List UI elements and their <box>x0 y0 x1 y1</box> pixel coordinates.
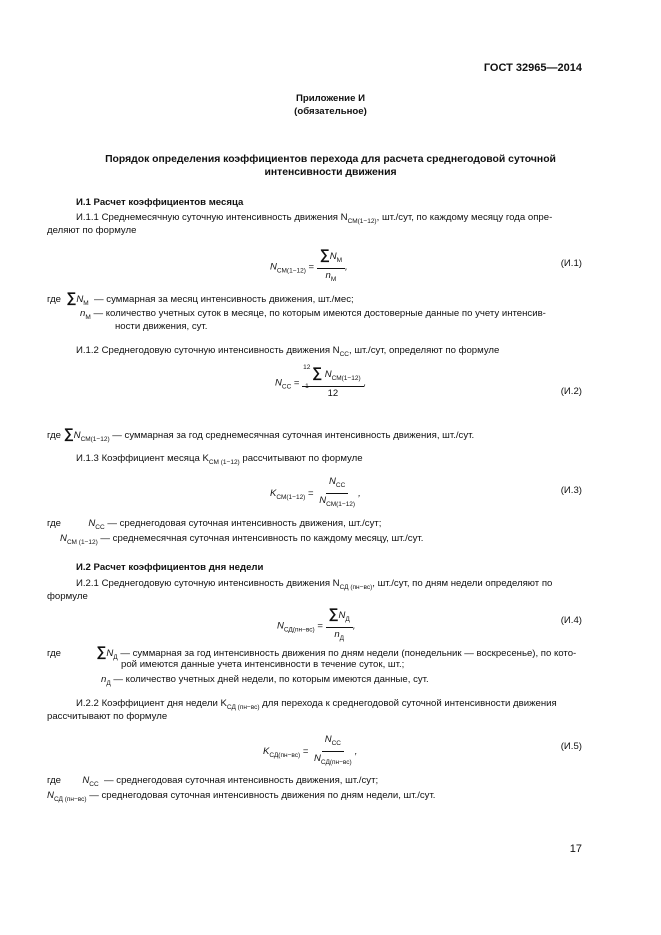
formula-i2: $N_{СС}$ = 12 ∑ 1 $N_{СМ(1-12)}$ 12 , <box>275 364 367 399</box>
formula-number-i1: (И.1) <box>560 258 582 269</box>
formula-number-i2: (И.2) <box>560 386 582 397</box>
formula-i4: $N_{СД(пн-вс)}$ = $\frac{\sum N_Д}{n_Д}$ , <box>277 605 356 642</box>
paragraph-2-2-1-cont: формуле <box>47 591 88 602</box>
paragraph-1-1-3: И.1.3 Коэффициент месяца $K_{СМ (1-12)}$ рассчитывают по формуле <box>76 453 363 466</box>
formula-i3: $K_{СМ(1-12)}$ = $\frac{N_{СС}}{N_{СМ(1-12)}}$ , <box>270 476 361 508</box>
formula-number-i5: (И.5) <box>560 741 582 752</box>
where-item-avg-month: $N_{СМ (1-12)}$ — среднемесячная суточная интенсивность по каждому месяцу, шт./сут. <box>60 533 424 546</box>
where-item-days-month-cont: ности движения, сут. <box>115 321 208 332</box>
page-number: 17 <box>569 843 582 855</box>
paragraph-2-2-2-cont: рассчитывают по формуле <box>47 711 168 722</box>
where-item-avg-year: где $N_{СС}$ — среднегодовая суточная интенсивность движения, шт./сут; <box>47 518 382 531</box>
appendix-status: (обязательное) <box>294 106 367 117</box>
appendix-heading-line1: Порядок определения коэффициентов перехода для расчета среднегодовой суточной <box>105 154 556 165</box>
where-item-avg-weekday: $N_{СД (пн-вс)}$ — среднегодовая суточная интенсивность движения по дням недели, шт./сут. <box>47 790 436 803</box>
paragraph-2-2-2: И.2.2 Коэффициент дня недели $K_{СД (пн-вс)}$ для перехода к среднегодовой суточной интенсивности движения <box>76 698 557 711</box>
where-item-sum-days: где $\sum N_Д$ — суммарная за год интенсивность движения по дням недели (понедельник — воскресенье), по кото- <box>47 643 577 661</box>
formula-number-i3: (И.3) <box>560 485 582 496</box>
formula-i5: $K_{СД(пн-вс)}$ = $\frac{N_{СС}}{N_{СД(пн-вс)}}$ , <box>263 734 358 766</box>
where-item-days-month: $n_М$ — количество учетных суток в месяце, по которым имеются достоверные данные по учету интенсив- <box>80 308 546 321</box>
where-item-sum-days-cont: рой имеются данные учета интенсивности в течение суток, шт.; <box>121 659 405 670</box>
appendix-title: Приложение И <box>296 93 365 104</box>
paragraph-1-1-1-cont: деляют по формуле <box>47 225 137 236</box>
section-2-title: И.2 Расчет коэффициентов дня недели <box>76 562 264 573</box>
where-item-count-days: $n_Д$ — количество учетных дней недели, по которым имеются данные, сут. <box>101 674 429 687</box>
formula-i1: $N_{СМ(1-12)}$ = $\frac{\sum N_М}{n_М}$ , <box>270 246 348 283</box>
formula-number-i4: (И.4) <box>560 615 582 626</box>
section-1-title: И.1 Расчет коэффициентов месяца <box>76 197 244 208</box>
paragraph-1-1-2: И.1.2 Среднегодовую суточную интенсивность движения $N_{СС}$, шт./сут, определяют по формуле <box>76 345 500 358</box>
appendix-heading-line2: интенсивности движения <box>264 167 397 178</box>
where-item-sum-month: где $\sum N_М$ — суммарная за месяц интенсивность движения, шт./мес; <box>47 289 354 307</box>
where-item-avg-year-2: где $N_{СС}$ — среднегодовая суточная интенсивность движения, шт./сут; <box>47 775 379 788</box>
standard-code: ГОСТ 32965—2014 <box>483 62 582 74</box>
where-item-sum-year-monthly: где $\sum N_{СМ(1-12)}$ — суммарная за год среднемесячная суточная интенсивность движения, шт./сут. <box>47 425 475 443</box>
paragraph-1-1-1: И.1.1 Среднемесячную суточную интенсивность движения $N_{СМ(1-12)}$, шт./сут, по каждому месяцу года опре- <box>76 212 553 225</box>
paragraph-2-2-1: И.2.1 Среднегодовую суточную интенсивность движения $N_{СД (пн-вс)}$, шт./сут, по дням недели определяют по <box>76 578 553 591</box>
